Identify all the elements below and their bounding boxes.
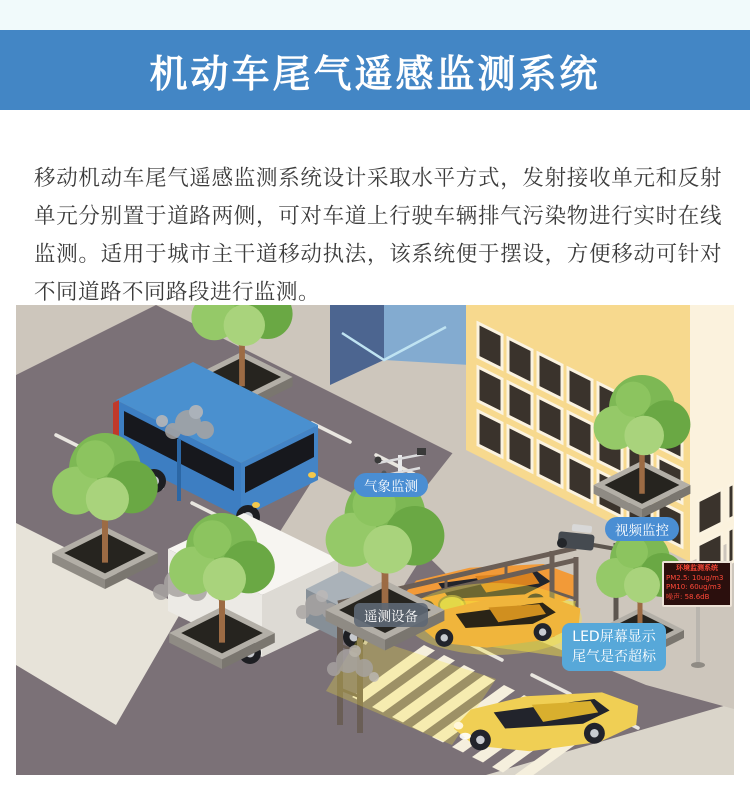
description-paragraph: 移动机动车尾气遥感监测系统设计采取水平方式，发射接收单元和反射单元分别置于道路两侧，可对车道上行驶车辆排气污染物进行实时在线监测。适用于城市主干道移动执法，该系统便于摆设，方便移动可针对不同道路不同路段进行监测。 (34, 165, 722, 305)
callout-led-display (562, 623, 666, 671)
led-screen (662, 561, 732, 607)
callout-video-surveillance: 视频监控 (605, 517, 679, 541)
callout-remote-sensing-device: 遥测设备 (354, 603, 428, 627)
led-screen-pm25: PM2.5: 10ug/m3 (666, 573, 724, 582)
callout-led-line2: 尾气是否超标 (572, 649, 656, 665)
illustration (16, 305, 734, 775)
led-screen-noise: 噪声: 58.6dB (666, 592, 710, 601)
led-screen-pm10: PM10: 60ug/m3 (666, 583, 722, 591)
page-title: 机动车尾气遥感监测系统 (149, 51, 601, 96)
callout-weather-monitoring: 气象监测 (354, 473, 428, 497)
top-strip (0, 0, 750, 30)
callout-led-line1: LED屏幕显示 (572, 629, 656, 645)
led-screen-title: 环境监测系统 (676, 564, 718, 572)
header-banner (0, 30, 750, 110)
